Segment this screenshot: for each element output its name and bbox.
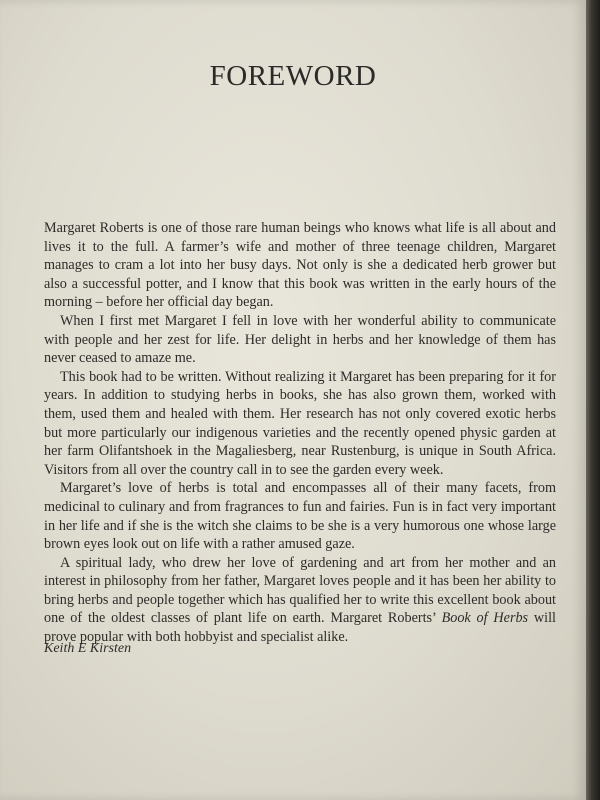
- foreword-body: [44, 219, 556, 647]
- paragraph-5-text-start: A spiritual lady, who drew her love of gardening and art from her mother and an interest in philosophy from her father, Margaret loves people and it has been her ability to bring herbs and people together which has qualified her to write this excellent book about one of the oldest classes of plant life on earth. Margaret Roberts’: [44, 554, 556, 627]
- paragraph-4: Margaret’s love of herbs is total and encompasses all of their many facets, from medicinal to culinary and from fragrances to fun and fairies. Fun is in fact very important in her life and if she is the witch she claims to be she is a very humorous one whose large brown eyes look out on life with a rather amused gaze.: [44, 480, 556, 553]
- page-edge-shadow: [586, 0, 600, 800]
- author-signature: Keith E Kirsten: [44, 641, 132, 656]
- paragraph-3: This book had to be written. Without realizing it Margaret has been preparing for it for years. In addition to studying herbs in books, she has also grown them, worked with them, used them and healed with them. Her research has not only covered exotic herbs but more particularly our indigenous varieties and the recently opened physic garden at her farm Olifantshoek in the Magaliesberg, near Rustenburg, is unique in South Africa. Visitors from all over the country call in to see the garden every week.: [44, 368, 556, 478]
- paragraph-5: [44, 554, 556, 647]
- paragraph-2: When I first met Margaret I fell in love with her wonderful ability to communicate with people and her zest for life. Her delight in herbs and her knowledge of them has never ceased to amaze me.: [44, 312, 556, 367]
- book-title-italic: Book of Herbs: [441, 610, 529, 627]
- page-title: FOREWORD: [209, 60, 377, 92]
- paragraph-1: Margaret Roberts is one of those rare human beings who knows what life is all about and lives it to the full. A farmer’s wife and mother of three teenage children, Margaret manages to cram a lot into her busy days. Not only is she a dedicated herb grower but also a successful potter, and I know that this book was written in the early hours of the morning – before her official day began.: [44, 220, 556, 311]
- paragraph-5-text-end: will prove popular with both hobbyist and specialist alike.: [44, 610, 556, 646]
